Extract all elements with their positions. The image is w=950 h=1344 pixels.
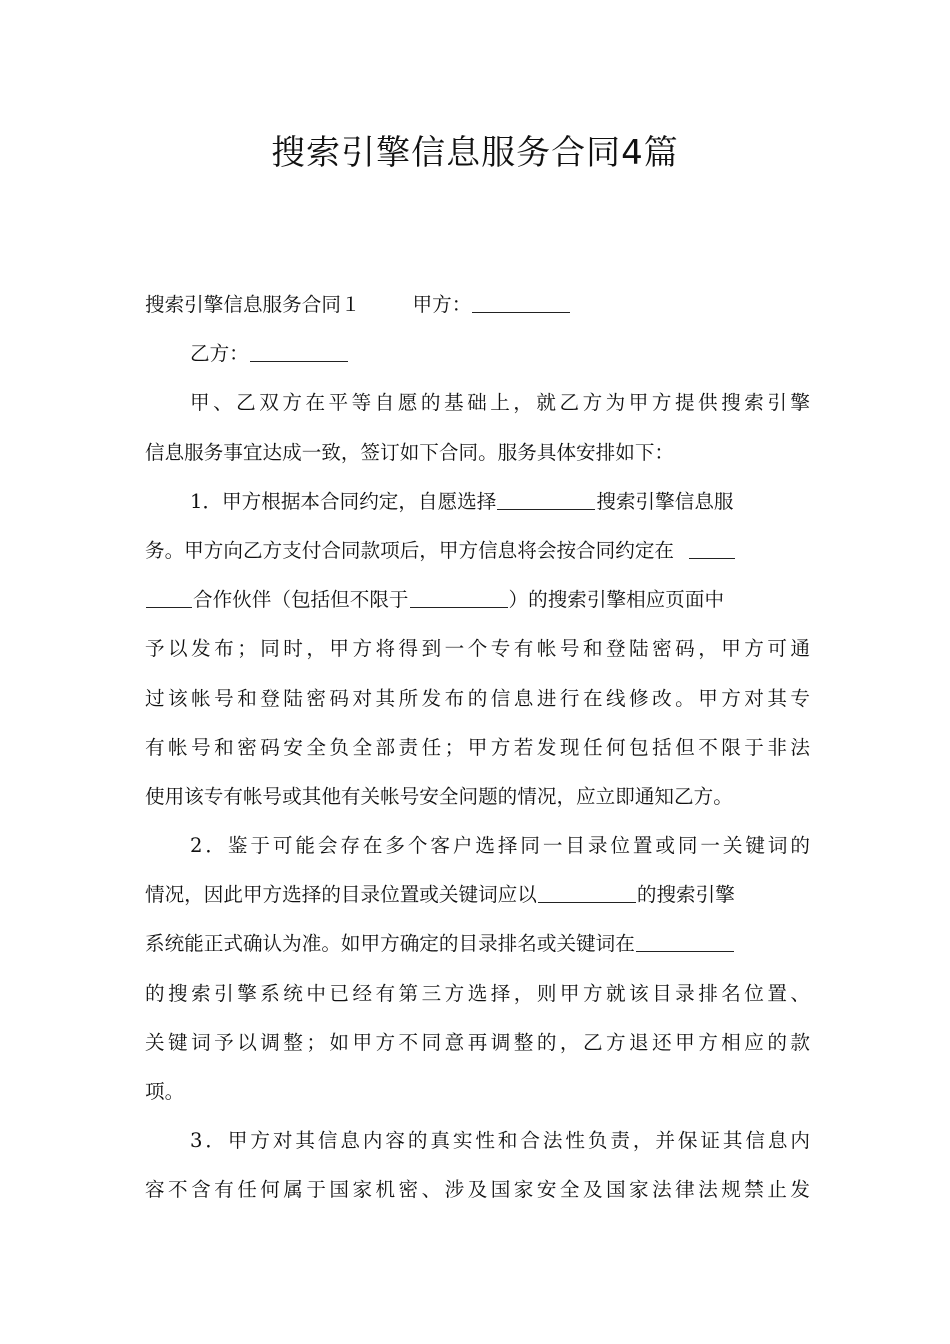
service-blank — [497, 487, 595, 510]
clause-text: ）的搜索引擎相应页面中 — [508, 588, 725, 612]
paragraph-line: 予以发布；同时，甲方将得到一个专有帐号和登陆密码，甲方可通 — [145, 637, 810, 661]
ranking-blank — [636, 930, 734, 953]
clause-3-line: 3．甲方对其信息内容的真实性和合法性负责，并保证其信息内 — [190, 1129, 810, 1153]
clause-2-line: 2．鉴于可能会存在多个客户选择同一目录位置或同一关键词的 — [190, 834, 810, 858]
clause-1-line — [145, 477, 810, 526]
clause-text: 的搜索引擎 — [636, 883, 735, 907]
party-b-label: 乙方： — [190, 342, 249, 366]
contract-heading-line — [145, 280, 810, 329]
clause-3-line: 容不含有任何属于国家机密、涉及国家安全及国家法律法规禁止发 — [145, 1178, 810, 1202]
paragraph-line: 有帐号和密码安全负全部责任；甲方若发现任何包括但不限于非法 — [145, 735, 810, 759]
clause-text: 务。甲方向乙方支付合同款项后，甲方信息将会按合同约定在 — [145, 538, 675, 562]
party-a-blank — [472, 290, 570, 313]
party-b-blank — [250, 340, 348, 363]
document-title: 搜索引擎信息服务合同4篇 — [271, 133, 679, 173]
clause-text: 情况，因此甲方选择的目录位置或关键词应以 — [145, 883, 537, 907]
clause-2-line — [145, 870, 810, 919]
clause-text: 合作伙伴（包括但不限于 — [193, 588, 409, 612]
including-blank — [410, 586, 508, 609]
paragraph-line: 的搜索引擎系统中已经有第三方选择，则甲方就该目录排名位置、 — [145, 981, 810, 1005]
clause-text: 系统能正式确认为准。如甲方确定的目录排名或关键词在 — [145, 932, 635, 956]
paragraph-line: 项。 — [145, 1080, 185, 1103]
partner-blank-end — [146, 586, 192, 609]
paragraph-line: 甲、乙双方在平等自愿的基础上，就乙方为甲方提供搜索引擎 — [190, 391, 810, 415]
party-a-label: 甲方： — [412, 293, 472, 316]
clause-2-line — [145, 919, 810, 968]
party-b-line — [145, 329, 810, 378]
paragraph-line: 信息服务事宜达成一致，签订如下合同。服务具体安排如下： — [145, 440, 675, 464]
keyword-blank — [538, 881, 636, 904]
clause-1-line — [145, 575, 810, 624]
clause-1-line — [145, 526, 810, 575]
partner-blank-start — [689, 536, 735, 559]
contract-subtitle: 搜索引擎信息服务合同１ — [145, 293, 361, 316]
document-body — [145, 280, 810, 1215]
clause-text: 搜索引擎信息服 — [596, 489, 734, 513]
clause-text: 1．甲方根据本合同约定，自愿选择 — [190, 489, 497, 513]
paragraph-line: 使用该专有帐号或其他有关帐号安全问题的情况，应立即通知乙方。 — [145, 784, 733, 808]
paragraph-line: 过该帐号和登陆密码对其所发布的信息进行在线修改。甲方对其专 — [145, 686, 810, 710]
paragraph-line: 关键词予以调整；如甲方不同意再调整的，乙方退还甲方相应的款 — [145, 1030, 810, 1054]
